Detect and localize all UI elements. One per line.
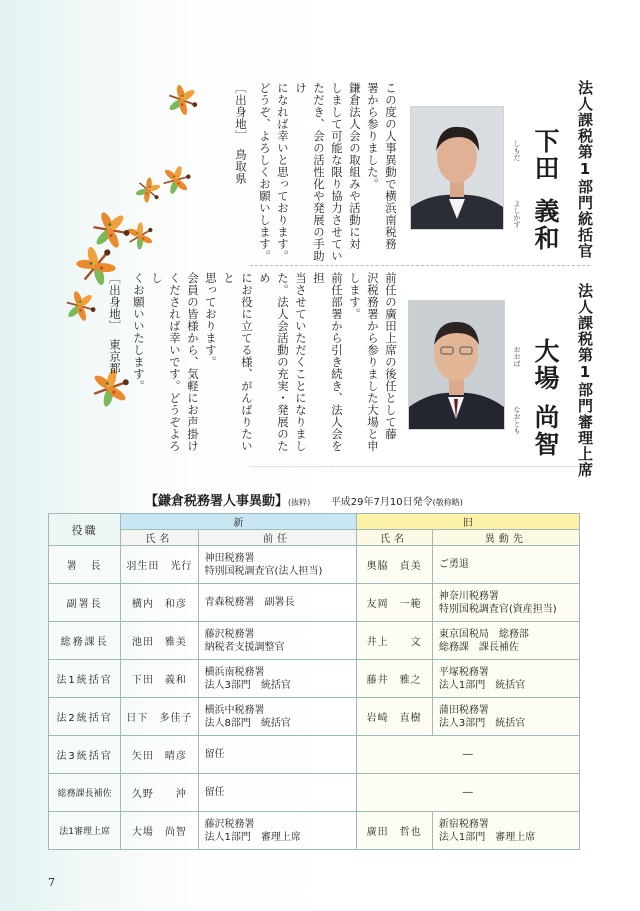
col-oname-header: 氏名 bbox=[356, 530, 432, 546]
prev-post-cell: 藤沢税務署 納税者支援調整官 bbox=[198, 622, 356, 660]
table-row bbox=[49, 698, 580, 736]
person2-family-name: 大場 bbox=[531, 338, 560, 392]
role-cell: 法1統括官 bbox=[49, 660, 121, 698]
destination-cell: 東京国税局 総務部 総務課 課長補佐 bbox=[432, 622, 579, 660]
role-cell: 法1審理上席 bbox=[49, 812, 121, 850]
table-heading bbox=[145, 490, 463, 509]
table-row bbox=[49, 736, 580, 774]
prev-post-cell: 横浜南税務署 法人3部門 統括官 bbox=[198, 660, 356, 698]
new-name-cell: 池田 雅美 bbox=[121, 622, 198, 660]
col-role-header: 役職 bbox=[49, 514, 121, 546]
col-name-header: 氏名 bbox=[121, 530, 198, 546]
message-line: 当させていただくことになりまし bbox=[294, 272, 308, 452]
message-line: 思っております。 bbox=[204, 272, 218, 368]
role-cell: 総務課長補佐 bbox=[49, 774, 121, 812]
divider bbox=[250, 466, 580, 467]
new-name-cell: 下田 義和 bbox=[121, 660, 198, 698]
message-line: どうぞ、よろしくお願いします。 bbox=[258, 82, 272, 262]
person2-furigana-given: なおとも bbox=[513, 406, 521, 434]
table-row bbox=[49, 622, 580, 660]
origin: ［出身地］ 東京都 bbox=[108, 272, 122, 375]
dragonfly-icon bbox=[132, 173, 166, 207]
person1-given-name: 義和 bbox=[531, 198, 560, 252]
message-line: ただき、会の活性化や発展の手助け bbox=[294, 82, 326, 262]
destination-cell: 平塚税務署 法人1部門 統括官 bbox=[432, 660, 579, 698]
dragonfly-icon bbox=[90, 209, 132, 252]
table-title-note: (抜粋) bbox=[288, 498, 311, 507]
old-name-cell: 奥脇 貞美 bbox=[356, 546, 432, 584]
table-row bbox=[49, 546, 580, 584]
new-name-cell: 羽生田 光行 bbox=[121, 546, 198, 584]
message-line: た。法人会活動の充実・発展のため bbox=[258, 272, 290, 452]
old-name-cell: 藤井 雅之 bbox=[356, 660, 432, 698]
dragonfly-icon bbox=[63, 288, 99, 324]
table-row bbox=[49, 584, 580, 622]
message-line: にお役に立てる様、がんばりたいと bbox=[222, 272, 254, 452]
dragonfly-icon bbox=[123, 218, 159, 254]
new-name-cell: 矢田 晴彦 bbox=[121, 736, 198, 774]
role-cell: 署 長 bbox=[49, 546, 121, 584]
message-line: しまして可能な限り協力させてい bbox=[330, 82, 344, 262]
page-number: 7 bbox=[48, 876, 55, 889]
message-line: くお願いいたします。 bbox=[132, 272, 146, 392]
prev-post-cell: 神田税務署 特別国税調査官(法人担当) bbox=[198, 546, 356, 584]
col-new-header: 新 bbox=[121, 514, 356, 530]
col-prev-header: 前任 bbox=[198, 530, 356, 546]
col-old-header: 旧 bbox=[356, 514, 579, 530]
destination-cell: ご勇退 bbox=[432, 546, 579, 584]
col-dest-header: 異動先 bbox=[432, 530, 579, 546]
destination-cell: 蒲田税務署 法人3部門 統括官 bbox=[432, 698, 579, 736]
person1-photo bbox=[410, 106, 504, 230]
old-name-cell: 廣田 哲也 bbox=[356, 812, 432, 850]
person2-furigana-family: おおば bbox=[513, 346, 521, 367]
message-line: 会員の皆様から、気軽にお声掛け bbox=[186, 272, 200, 452]
prev-post-cell: 藤沢税務署 法人1部門 審理上席 bbox=[198, 812, 356, 850]
message-line: 前任部署から引き続き、法人会を担 bbox=[312, 272, 344, 452]
prev-post-cell: 青森税務署 副署長 bbox=[198, 584, 356, 622]
no-change-cell: ― bbox=[356, 774, 579, 812]
dragonfly-icon bbox=[160, 163, 194, 197]
person2-message bbox=[106, 272, 400, 452]
no-change-cell: ― bbox=[356, 736, 579, 774]
issue-date-note: (敬称略) bbox=[432, 498, 463, 507]
dragonfly-icon bbox=[164, 81, 202, 119]
issue-date: 平成29年7月10日発令 bbox=[330, 497, 433, 508]
person1-family-name: 下田 bbox=[531, 128, 560, 182]
table-row bbox=[49, 774, 580, 812]
message-line: 沢税務署から参りました大場と申 bbox=[366, 272, 380, 452]
origin: ［出身地］ 鳥取県 bbox=[234, 82, 248, 185]
message-line: 前任の廣田上席の後任として藤 bbox=[384, 272, 398, 440]
role-cell: 総務課長 bbox=[49, 622, 121, 660]
message-line: 鎌倉法人会の取組みや活動に対 bbox=[348, 82, 362, 250]
table-title: 【鎌倉税務署人事異動】 bbox=[145, 494, 289, 509]
message-line: 署から参りました。 bbox=[366, 82, 380, 190]
role-cell: 法2統括官 bbox=[49, 698, 121, 736]
person1-furigana-given: よしかず bbox=[513, 200, 521, 228]
message-line: します。 bbox=[348, 272, 362, 320]
table-row bbox=[49, 660, 580, 698]
person1-message bbox=[232, 82, 400, 262]
person1-title: 法人課税第1部門統括官 bbox=[576, 80, 594, 259]
message-line: くだされば幸いです。どうぞよろし bbox=[150, 272, 182, 452]
prev-post-cell: 留任 bbox=[198, 774, 356, 812]
old-name-cell: 岩崎 直樹 bbox=[356, 698, 432, 736]
prev-post-cell: 横浜中税務署 法人8部門 統括官 bbox=[198, 698, 356, 736]
role-cell: 副署長 bbox=[49, 584, 121, 622]
prev-post-cell: 留任 bbox=[198, 736, 356, 774]
person1-name bbox=[527, 128, 563, 182]
new-name-cell: 久野 沖 bbox=[121, 774, 198, 812]
old-name-cell: 井上 文 bbox=[356, 622, 432, 660]
destination-cell: 神奈川税務署 特別国税調査官(資産担当) bbox=[432, 584, 579, 622]
message-line: になれば幸いと思っております。 bbox=[276, 82, 290, 262]
new-name-cell: 大場 尚智 bbox=[121, 812, 198, 850]
person2-given-name: 尚智 bbox=[531, 404, 560, 458]
person2-title: 法人課税第1部門審理上席 bbox=[576, 283, 594, 478]
person2-photo bbox=[408, 300, 505, 430]
divider bbox=[250, 265, 590, 266]
role-cell: 法3統括官 bbox=[49, 736, 121, 774]
personnel-table bbox=[48, 513, 580, 850]
person1-furigana-family: しもだ bbox=[513, 140, 521, 161]
table-row bbox=[49, 812, 580, 850]
message-line: この度の人事異動で横浜南税務 bbox=[384, 82, 398, 250]
destination-cell: 新宿税務署 法人1部門 審理上席 bbox=[432, 812, 579, 850]
new-name-cell: 日下 多佳子 bbox=[121, 698, 198, 736]
new-name-cell: 横内 和彦 bbox=[121, 584, 198, 622]
old-name-cell: 友岡 一範 bbox=[356, 584, 432, 622]
